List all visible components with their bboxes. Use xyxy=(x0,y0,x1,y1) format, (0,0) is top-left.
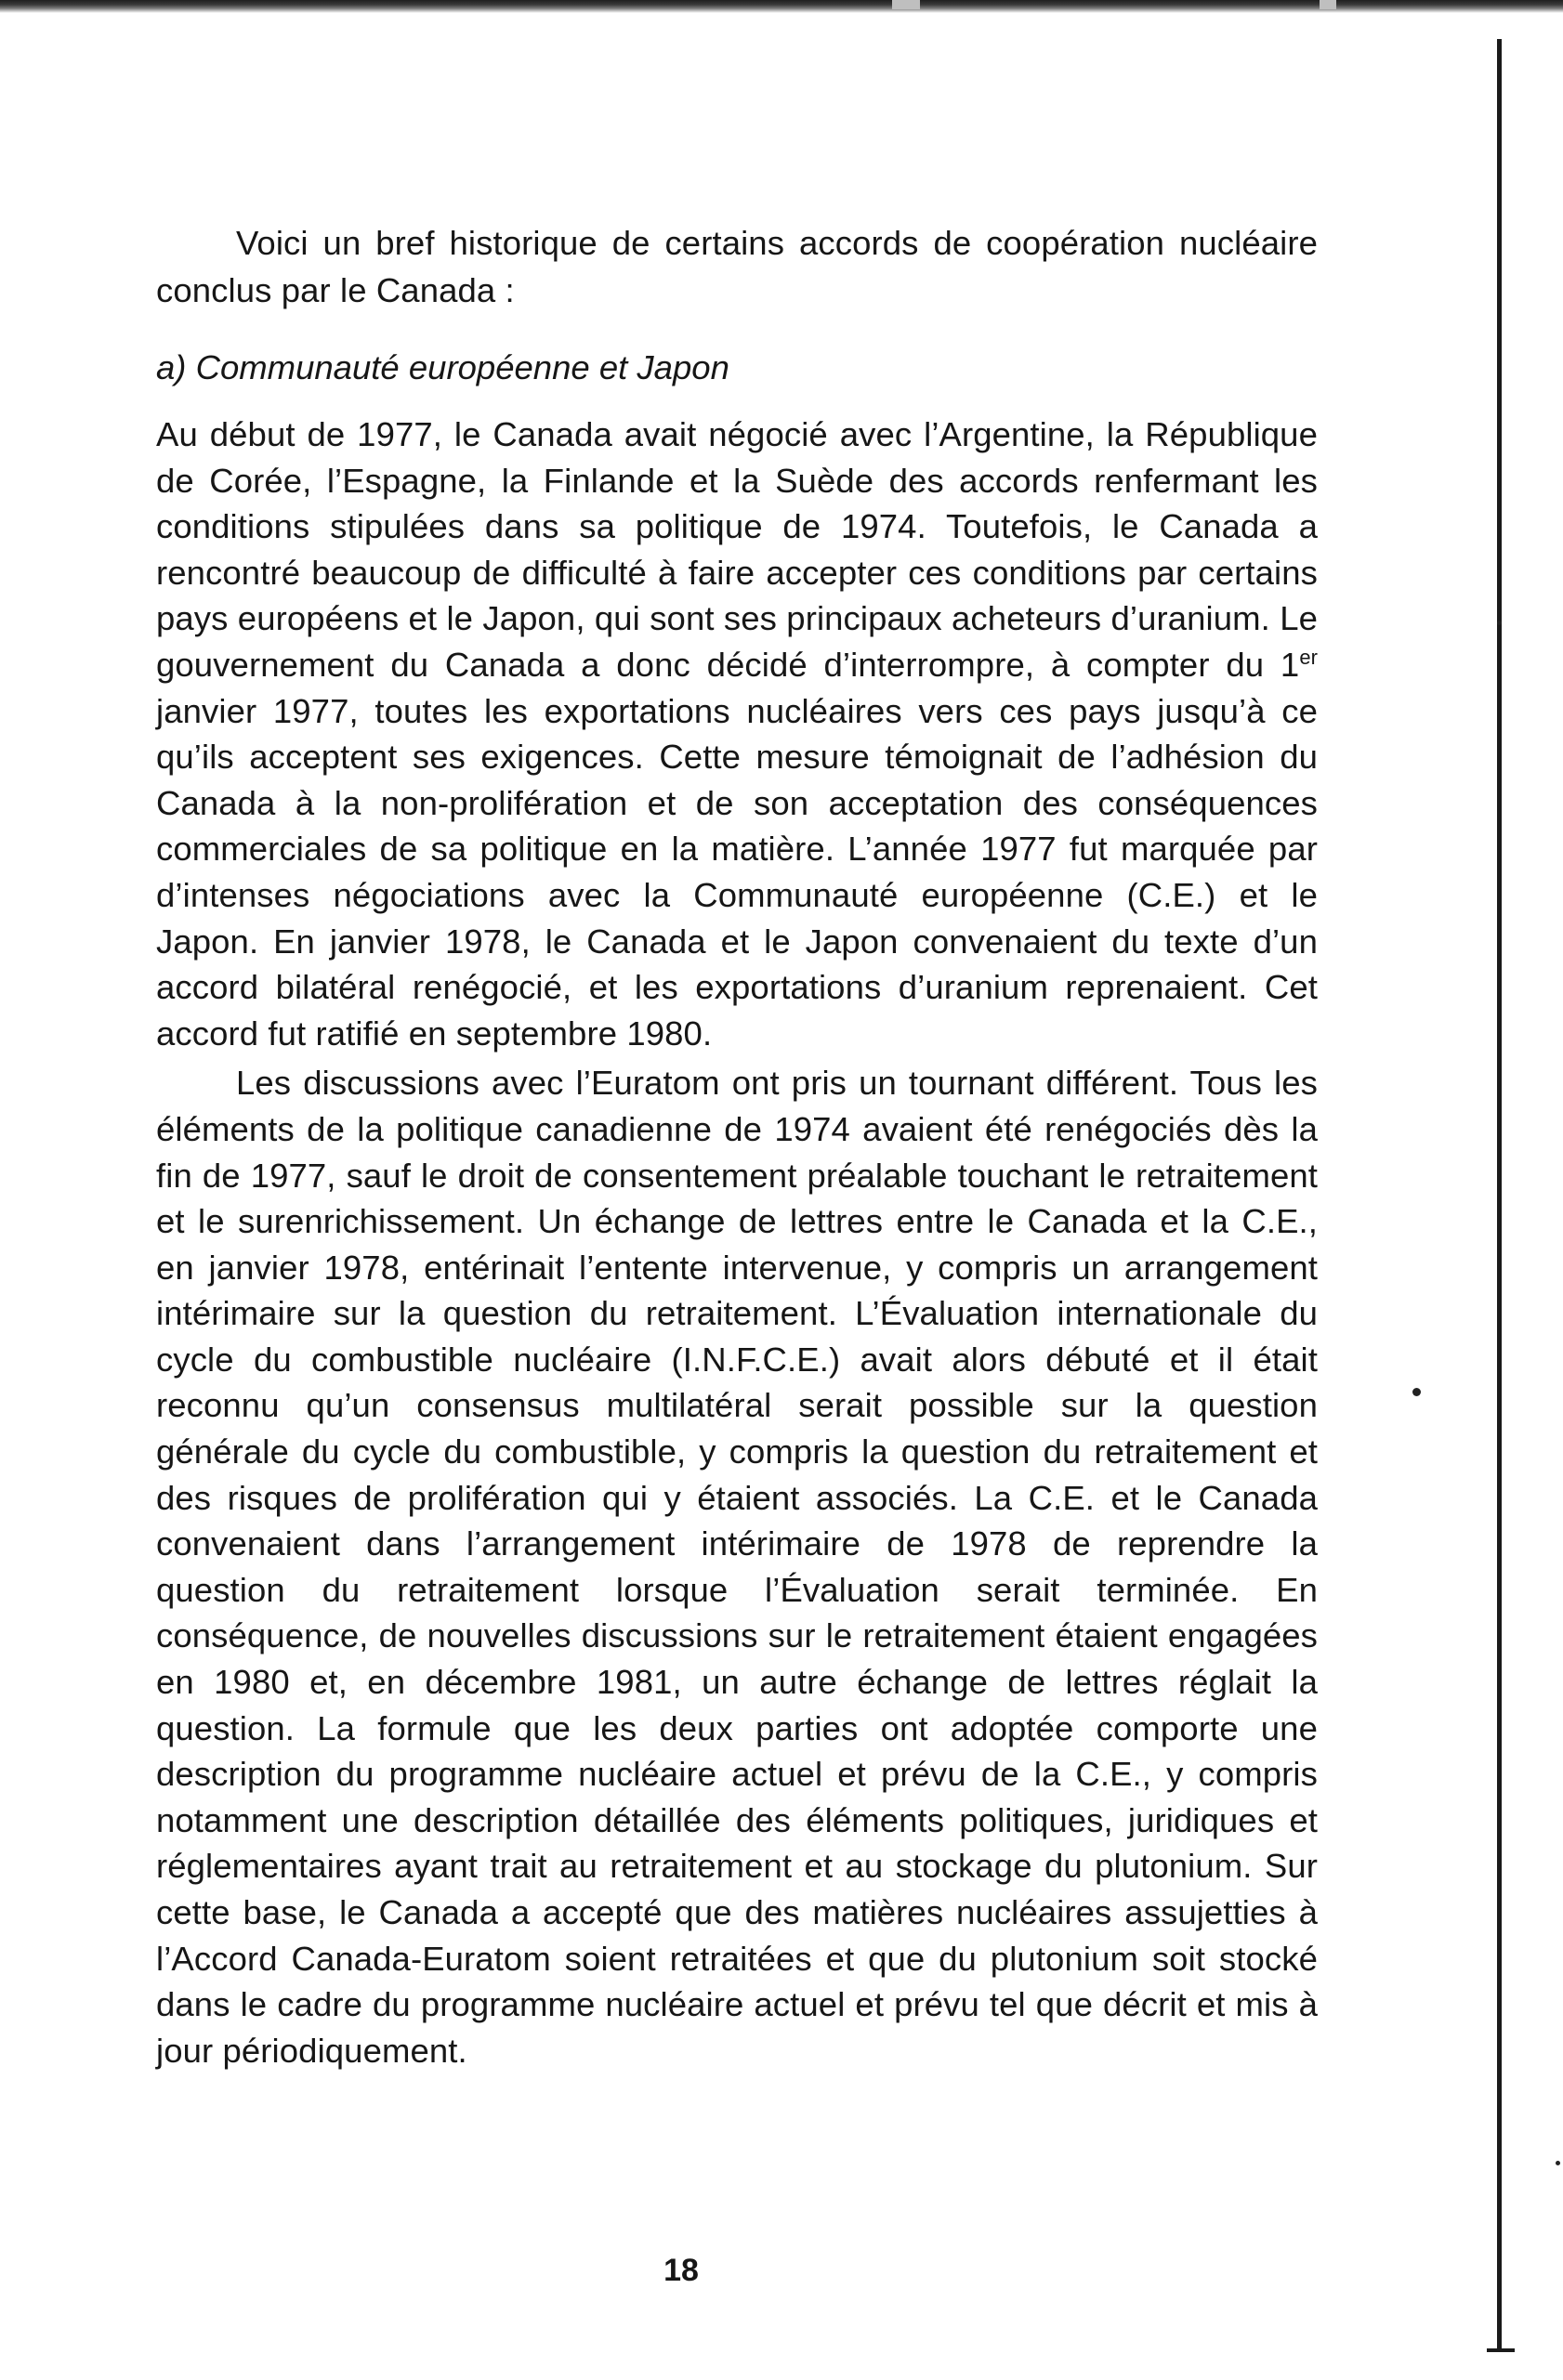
body-paragraph-2: Les discussions avec l’Euratom ont pris un tournant différent. Tous les éléments de la politique canadienne de 1974 avaient été renégociés dès la fin de 1977, sauf le droit de consentement préalable touchant le retraitement et le surenrichissement. Un échange de lettres entre le Canada et la C.E., en janvier 1978, entérinait l’entente intervenue, y compris un arrangement intérimaire sur la question du retraitement. L’Évaluation internationale du cycle du combustible nucléaire (I.N.F.C.E.) avait alors débuté et il était reconnu qu’un consensus multilatéral serait possible sur la question générale du cycle du combustible, y compris la question du retraitement et des risques de prolifération qui y étaient associés. La C.E. et le Canada convenaient dans l’arrangement intérimaire de 1978 de reprendre la question du retraitement lorsque l’Évaluation serait terminée. En conséquence, de nouvelles discussions sur le retraitement étaient engagées en 1980 et, en décembre 1981, un autre échange de lettres réglait la question. La formule que les deux parties ont adoptée comporte une description du programme nucléaire actuel et prévu de la C.E., y compris notamment une description détaillée des éléments politiques, juridiques et réglementaires ayant trait au retraitement et au stockage du plutonium. Sur cette base, le Canada a accepté que des matières nucléaires assujetties à l’Accord Canada-Euratom soient retraitées et que du plutonium soit stocké dans le cadre du programme nucléaire actuel et prévu tel que décrit et mis à jour périodiquement. xyxy=(156,1064,1318,2070)
scan-speck xyxy=(1556,2161,1560,2165)
scan-speck xyxy=(1412,1388,1421,1396)
page-binding-rule-foot xyxy=(1487,2348,1515,2352)
scan-edge-gap xyxy=(1320,0,1336,9)
scan-edge-gap xyxy=(892,0,920,9)
body-paragraph-1 xyxy=(156,412,1318,1056)
page-binding-rule xyxy=(1497,39,1502,2352)
scan-speck xyxy=(1497,621,1502,625)
document-body xyxy=(156,219,1318,2073)
paragraph-1-text-end: janvier 1977, toutes les exportations nucléaires vers ces pays jusqu’à ce qu’ils acceptent ses exigences. Cette mesure témoignait de l’adhésion du Canada à la non-prolifération et de son acceptation des conséquences commerciales de sa politique en la matière. L’année 1977 fut marquée par d’intenses négociations avec la Communauté européenne (C.E.) et le Japon. En janvier 1978, le Canada et le Japon convenaient du texte d’un accord bilatéral renégocié, et les exportations d’uranium reprenaient. Cet accord fut ratifié en septembre 1980. xyxy=(156,691,1318,1053)
paragraph-1-text-start: Au début de 1977, le Canada avait négocié avec l’Argentine, la République de Corée, l’Espagne, la Finlande et la Suède des accords renfermant les conditions stipulées dans sa politique de 1974. Toutefois, le Canada a rencontré beaucoup de difficulté à faire accepter ces conditions par certains pays européens et le Japon, qui sont ses principaux acheteurs d’uranium. Le gouvernement du Canada a donc décidé d’interrompre, à compter du 1 xyxy=(156,415,1318,684)
section-heading: a) Communauté européenne et Japon xyxy=(156,348,729,386)
intro-paragraph: Voici un bref historique de certains accords de coopération nucléaire conclus par le Canada : xyxy=(156,224,1318,309)
page-number: 18 xyxy=(663,2253,699,2288)
ordinal-superscript: er xyxy=(1299,645,1318,669)
